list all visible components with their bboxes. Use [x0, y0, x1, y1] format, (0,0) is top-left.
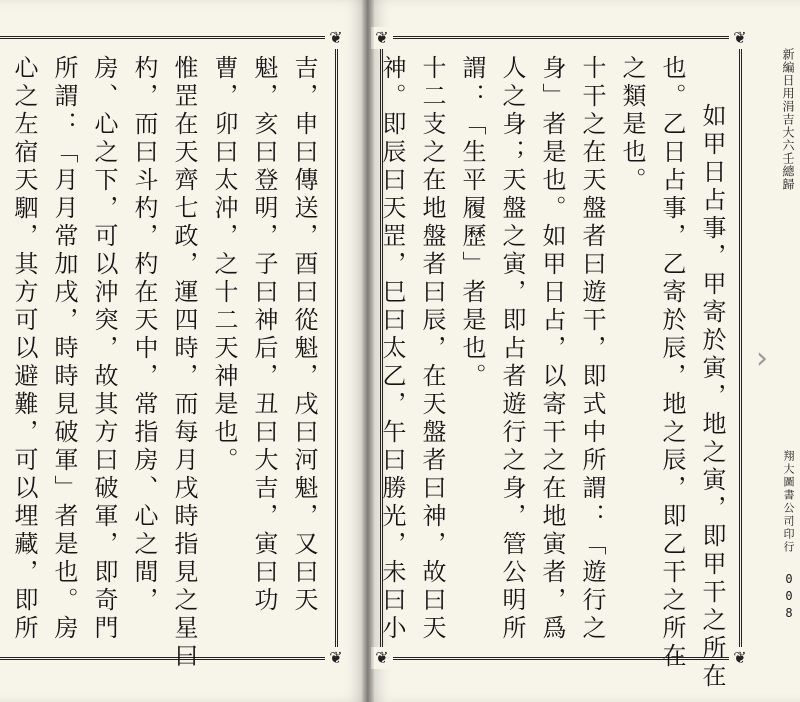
- left-page: [0, 0, 368, 702]
- right-page-frame: [375, 28, 747, 691]
- page-number: 008: [782, 572, 796, 623]
- text-column: 之類是也。: [618, 55, 646, 195]
- chevron-right-icon[interactable]: ›: [756, 341, 768, 376]
- text-column: 心之左宿天駟，其方可以避難，可以埋藏，即所: [10, 55, 38, 643]
- text-column: 曹，卯曰太沖，之十二天神是也。: [210, 55, 238, 475]
- text-column: 房、心之下，可以沖突，故其方曰破軍，即奇門: [90, 55, 118, 643]
- text-column: 杓，而曰斗杓，杓在天中，常指房、心之間，: [130, 55, 158, 615]
- corner-ornament-icon: ❦: [325, 27, 347, 49]
- text-column: 吉，申曰傳送，酉曰從魁，戌曰河魁，又曰天: [290, 55, 318, 615]
- corner-ornament-icon: ❦: [729, 27, 751, 49]
- text-column: 惟罡在天齊七政，運四時，而每月戌時指見之星曰: [170, 55, 198, 671]
- text-column: 也。乙日占事，乙寄於辰，地之辰，即乙干之所在: [658, 55, 686, 671]
- text-column: 魁，亥曰登明，子曰神后，丑曰大吉，寅曰功: [250, 55, 278, 615]
- corner-ornament-icon: ❦: [371, 27, 393, 49]
- text-column: 如甲日占事，甲寄於寅，地之寅，即甲干之所在: [698, 103, 726, 691]
- text-column: 神。即辰曰天罡，巳曰太乙，午曰勝光，未曰小: [378, 55, 406, 643]
- right-page: [368, 0, 800, 702]
- book-gutter: [362, 0, 374, 702]
- text-column: 身」者是也。如甲日占，以寄干之在地寅者，爲: [538, 55, 566, 643]
- right-page-text: [378, 55, 729, 691]
- text-column: 所謂：「月月常加戌，時時見破軍」者是也。房: [50, 55, 78, 643]
- left-page-text: [2, 55, 321, 671]
- corner-ornament-icon: ❦: [325, 647, 347, 669]
- corner-ornament-icon: ❦: [371, 647, 393, 669]
- corner-ornament-icon: ❦: [729, 647, 751, 669]
- text-column: 十二支之在地盤者曰辰，在天盤者曰神，故曰天: [418, 55, 446, 643]
- publisher-name: 翔大圖書公司印行: [782, 450, 795, 554]
- book-title: 新編日用涓吉大六壬總歸: [781, 48, 795, 191]
- text-column: 人之身；天盤之寅，即占者遊行之身，管公明所: [498, 55, 526, 643]
- text-column: 十干之在天盤者曰遊干，即式中所謂：「遊行之: [578, 55, 606, 643]
- left-page-frame: [0, 28, 343, 671]
- text-column: 謂：「生平履歷」者是也。: [458, 55, 486, 391]
